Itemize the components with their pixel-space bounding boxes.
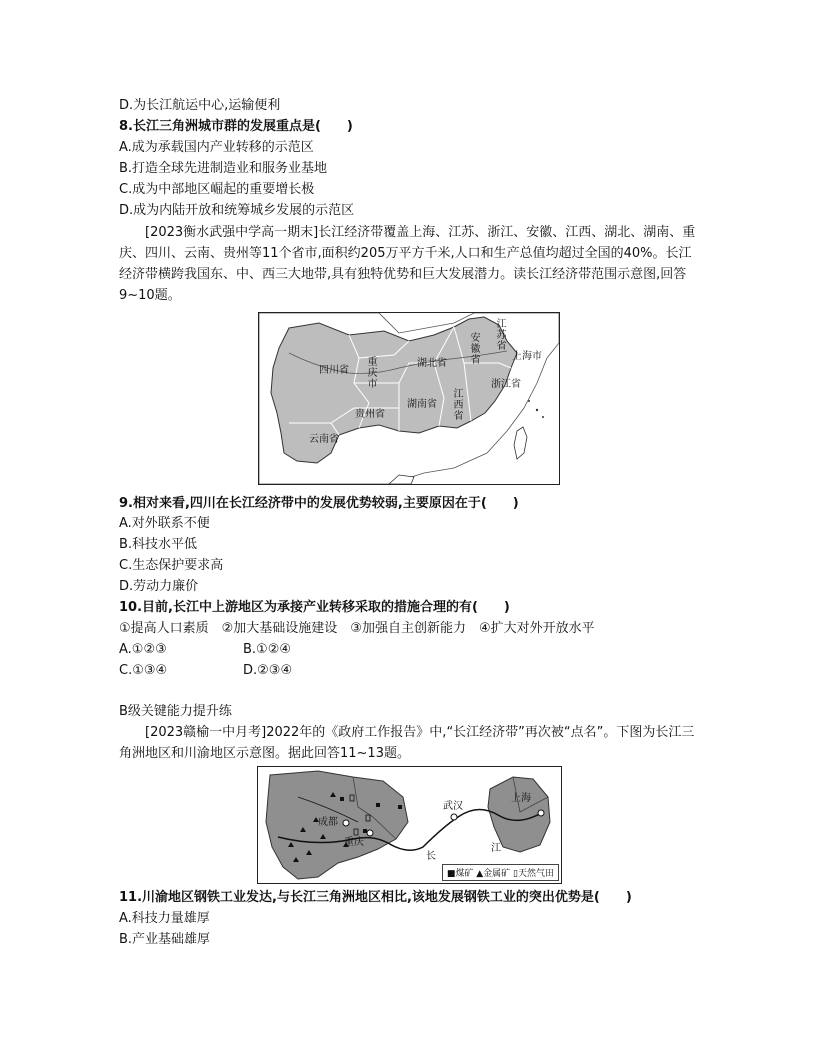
q8-stem: 8.长江三角洲城市群的发展重点是( ): [119, 119, 353, 134]
label-jiangsu: 江苏省: [496, 319, 507, 352]
label-anhui: 安徽省: [470, 333, 481, 366]
label-wuhan: 武汉: [443, 801, 463, 812]
legend-coal: 煤矿: [455, 869, 474, 879]
coal-icon: ■: [446, 869, 456, 879]
q10-option-c: C.①③④: [119, 663, 168, 678]
legend-metal: 金属矿: [483, 869, 511, 879]
label-zhejiang: 浙江省: [491, 379, 521, 390]
label-chengdu: 成都: [318, 817, 338, 828]
q10-option-d: D.②③④: [243, 663, 293, 678]
q8-option-a: A.成为承载国内产业转移的示范区: [119, 140, 314, 155]
passage-1: [2023衡水武强中学高一期末]长江经济带覆盖上海、江苏、浙江、安徽、江西、湖北、湖南、重庆、四川、云南、贵州等11个省市,面积约205万平方千米,人口和生产总值均超过全国的40%。长江经济带横跨我国东、中、西三大地带,具有独特优势和巨大发展潜力。读长江经济带范围示意图,回答9~10题。: [119, 225, 696, 303]
label-chongqing: 重庆市: [367, 357, 378, 390]
label-shanghai-city: 上海: [511, 793, 531, 804]
label-yunnan: 云南省: [309, 434, 339, 445]
legend-gas: 天然气田: [517, 869, 554, 879]
q11-stem: 11.川渝地区钢铁工业发达,与长江三角洲地区相比,该地发展钢铁工业的突出优势是( ): [119, 890, 632, 905]
map-legend: [442, 864, 559, 881]
q11-option-b: B.产业基础雄厚: [119, 932, 211, 947]
q10-measures: ①提高人口素质 ②加大基础设施建设 ③加强自主创新能力 ④扩大对外开放水平: [119, 621, 595, 636]
gas-field-icon: ▯: [513, 869, 518, 879]
label-shanghai: 上海市: [512, 351, 542, 362]
label-sichuan: 四川省: [319, 365, 349, 376]
metal-ore-icon: ▲: [476, 869, 484, 879]
chuanyu-delta-map: [257, 766, 562, 884]
q9-stem: 9.相对来看,四川在长江经济带中的发展优势较弱,主要原因在于( ): [119, 496, 519, 511]
q9-option-d: D.劳动力廉价: [119, 579, 199, 594]
q10-option-b: B.①②④: [243, 642, 292, 657]
label-river-jiang: 江: [491, 843, 501, 854]
label-chongqing-city: 重庆: [344, 837, 364, 848]
q8-option-c: C.成为中部地区崛起的重要增长极: [119, 182, 315, 197]
label-hubei: 湖北省: [417, 358, 447, 369]
q8-option-b: B.打造全球先进制造业和服务业基地: [119, 161, 328, 176]
label-hunan: 湖南省: [407, 399, 437, 410]
passage-2: [2023赣榆一中月考]2022年的《政府工作报告》中,“长江经济带”再次被“点名”。下图为长江三角洲地区和川渝地区示意图。据此回答11~13题。: [119, 725, 695, 761]
label-jiangxi: 江西省: [453, 389, 464, 422]
label-guizhou: 贵州省: [355, 409, 385, 420]
q10-option-a: A.①②③: [119, 642, 167, 657]
label-river-chang: 长: [426, 851, 436, 862]
section-b-heading: B级关键能力提升练: [119, 704, 232, 719]
q10-stem: 10.目前,长江中上游地区为承接产业转移采取的措施合理的有( ): [119, 600, 510, 615]
q7-option-d: D.为长江航运中心,运输便利: [119, 98, 281, 113]
q9-option-b: B.科技水平低: [119, 537, 198, 552]
q9-option-c: C.生态保护要求高: [119, 558, 224, 573]
yangtze-economic-belt-map: [258, 312, 560, 485]
q9-option-a: A.对外联系不便: [119, 516, 210, 531]
q8-option-d: D.成为内陆开放和统筹城乡发展的示范区: [119, 203, 355, 218]
q11-option-a: A.科技力量雄厚: [119, 911, 210, 926]
